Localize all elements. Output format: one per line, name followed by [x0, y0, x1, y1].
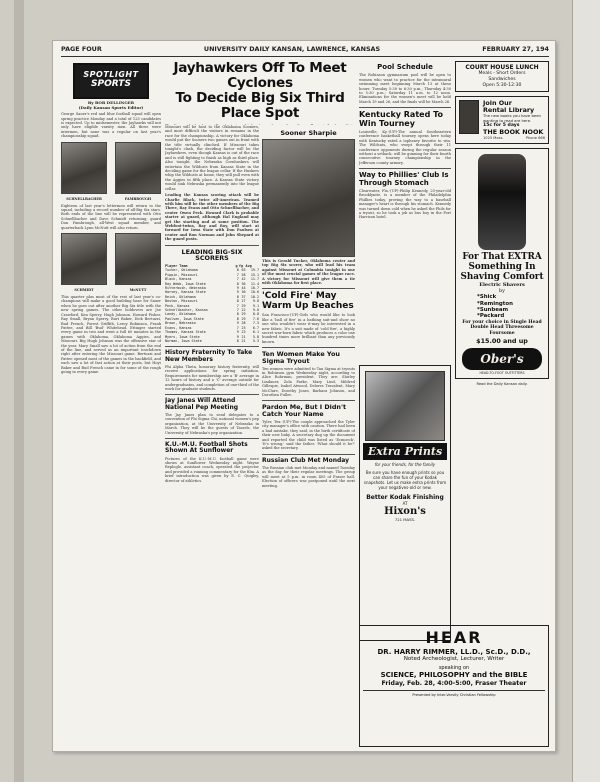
kentucky-title: Kentucky Rated To Win Tourney	[359, 110, 443, 128]
scorer-stat: 9	[236, 321, 239, 326]
divider	[165, 245, 259, 246]
lecture-ad	[359, 625, 549, 747]
electric-shaver-icon	[478, 154, 526, 250]
lunch-ad-line: Meals - Short Orders	[478, 71, 526, 76]
brand-item: *Remington	[477, 300, 513, 307]
player-photo	[61, 233, 107, 285]
scorer-stat: 10.2	[250, 294, 259, 299]
scorer-stat: 27	[241, 299, 246, 304]
divider	[359, 107, 451, 108]
obers-logo: Ober's	[462, 348, 542, 370]
brand-item: *Packard	[477, 313, 505, 320]
main-story-body-b: Leading the Kansas scoring attack will be Charlie Black, twice all-American. Teamed with him will be the other members of the Big Three, Ray Evans and Otto Schnellbacher, and center Owen Peck. Howard Clark is probable starter at guard, although Hal England may get the starting nod at some position. The Webfoot-twins, Ray and Roy, will start at forward for Iowa State with Don Paulsen at center and Ron Norman and John Shepard at the guard posts.	[165, 193, 259, 242]
scorers-title: LEADING BIG-SIX SCORERS	[181, 247, 243, 263]
scorer-stat: 44	[241, 286, 246, 291]
lecture-ad-speaking: speaking on	[438, 665, 470, 672]
short-title: K.U.-M.U. Football Shots Shown At Sunflower	[165, 440, 248, 455]
scorer-stat: 58	[241, 272, 246, 277]
photo-row-top	[61, 142, 161, 194]
scorer-stat: 7.6	[252, 316, 259, 321]
lunch-ad-name: COURT HOUSE LUNCH	[465, 64, 539, 71]
scorer-stat: 9.0	[252, 308, 259, 313]
scorer-stat: 8.8	[252, 312, 259, 317]
brand-item: *Shick	[477, 294, 497, 301]
cold-fire-text: San Francisco-(UP)-Girls who would like to look like a 'ball of fire' in a bathing suit-and show no one who wouldn't wear it-may be interested in a new fabric. It's a suit made of 'cold fire', a highly secret war-born fabric which produces a color one hundred times more brilliant than any previously known.	[262, 313, 355, 344]
scorer-stat: 9.8	[252, 299, 259, 304]
photo-caption: SCHMIDT	[74, 288, 94, 293]
pardon-title: Pardon Me, But I Didn't Catch Your Name	[262, 403, 346, 419]
lecture-ad-title: HEAR	[425, 628, 483, 647]
sharpie-caption: This is Gerald Tucker, Oklahoma center and top Big Six scorer, who will lead his team against Missouri at Columbia tonight in one of the most crucial games of the league race. A victory for Missouri will give them a tie with Oklahoma for first place.	[262, 259, 355, 286]
read-kansan-line: Read the Daily Kansan daily.	[476, 381, 528, 386]
pardon-text: Tyler, Tex.-(UP)-The couple approached the Tyler city manager's office with caution. There had been a bad mistake, they said, in the birth certificate of their new baby. A secretary dug up the document and reported the child was listed as 'Ecmoeck'. 'It's wrong,' said the father. 'What should it be?' asked the secretary.	[262, 419, 355, 451]
issue-date: FEBRUARY 27, 194	[482, 45, 549, 53]
scorer-stat: 10.6	[250, 290, 259, 295]
short-text: Pictures of the K.U.-M.U. football game were shown at Sunflower Wednesday night. Wayne Replogle, assistant coach, operated the projector and provided a running commentary for the film. A brief introduction was given by E. C. Quigley, director of athletics.	[165, 456, 259, 483]
divider	[165, 394, 259, 395]
phillies-title: Way to Phillies' Club Is Through Stomach	[359, 171, 449, 187]
scorer-stat: 9	[236, 286, 239, 291]
kodak-ad-body: Be sure you have enough prints so you can share the fun of your Kodak snapshots. Let us make extra prints from your negatives-old or new.	[363, 470, 447, 490]
scorer-stat: 21	[241, 334, 246, 339]
right-cover-edge	[572, 0, 600, 782]
ads-column	[455, 61, 549, 621]
scorer-stat: 36	[241, 281, 246, 286]
scorer-stat: 8	[236, 299, 239, 304]
scorer-stat: 29	[241, 312, 246, 317]
scorer-stat: 19.7	[250, 268, 259, 273]
spotlight-tail: This quarter plus most of the rest of last year's co-champions will make a good building base for Sauer when he goes out after another Big Six title with the new spring games. The other holdovers are Joe Crawford, Ken Sperry, Hugh Johnson, Howard Fisher, Ray Small, Bryan Sperry, Burt Baker, Dick Bertuzzi, Bud French, Forest Griffith, Leroy Robinson, Frank Pattee, and Bill 'Bud' Whitehead. Ettinger started every game in two and went a full 60 minutes in the games with Oklahoma, Oklahoma Aggies, and Missouri. Big Hugh Johnson was the offensive star of the year. Mary Small saw a lot of action from the end of the line, and served as an important touchdown right after entering the Missouri game. Bertuzzi and Pattee opened most of the games in the backfield, and each saw a lot of fast action at their posts, but Hoyt Baker and Bud French came in for some of the rough going in every game.	[61, 295, 161, 374]
scorer-name: Boston, Missouri	[165, 299, 198, 304]
scorer-name: Reich, Oklahoma	[165, 294, 196, 299]
rental-ad-line: Join Our	[483, 99, 512, 107]
divider	[262, 347, 355, 348]
byline-sub: (Daily Kansan Sports Editor)	[78, 104, 144, 110]
photo-caption: SCHNELLBACHER	[66, 196, 102, 201]
short-title: History Fraternity To Take New Members	[165, 349, 253, 363]
rental-ad-address: 1025 Mass.	[483, 136, 504, 141]
main-story-header	[165, 61, 355, 125]
scorer-name: Pippin, Missouri	[165, 272, 198, 277]
scorer-stat: 7.3	[252, 321, 259, 326]
spotlight-byline	[61, 101, 161, 110]
obers-tagline: HEAD-TO-FOOT OUTFITTERS	[479, 370, 525, 375]
shaver-ad-by: by	[498, 288, 506, 295]
snapshot-photos	[365, 371, 445, 441]
scorer-stat: 8	[236, 281, 239, 286]
main-headline-line2: To Decide Big Six Third Place Spot	[175, 90, 345, 121]
scorer-stat: 15.1	[250, 272, 259, 277]
spotlight-mid: Eighteen of last year's lettermen will return to the squad, including a record number of all-Big Six stars. Both ends of the line will be represented with Otto Schnellbacher and Dave Schmidt returning; guard Don Fambrough, all-West squad member, and quarterback Lynn McNutt will also return.	[61, 203, 161, 230]
kodak-ad-title: Extra Prints	[363, 443, 447, 460]
scorer-stat: 8	[236, 268, 239, 273]
lecture-ad-when: Friday, Feb. 28, 4:00-5:00, Fraser Theater	[381, 679, 527, 687]
divider	[262, 288, 355, 289]
pool-text: The Robinson gymnasium pool will be open to women who want to practice for the intramural swimming meet beginning March 13 at these hours: Tuesday 5:30 to 6:30 p.m.; Thursday 4:30 to 5:30 p.m.; Saturday 11 a.m. to 12 noon. Eliminations for the women's meet will be held March 19 and 26, and the finals will be March 26.	[359, 73, 451, 104]
lecture-ad-speaker: DR. HARRY RIMMER, LL.D., Sc.D., D.D.,	[377, 648, 531, 656]
short-text: The Jay Janes plan to send delegates to a convention of Phi Sigma Chi, national women's pep organization, at the University of Nebraska in March. They will be the guests of Tassels, the University of Nebraska's pep organization.	[165, 412, 259, 435]
byline-name: By BOB DELLINGER	[87, 100, 135, 105]
photo-captions-top	[61, 197, 161, 201]
spotlight-logo-top: SPOTLIGHT	[83, 70, 139, 79]
lecture-ad-topic: SCIENCE, PHILOSOPHY and the BIBLE	[380, 671, 528, 680]
scorer-name: Evans, Kansas	[165, 325, 192, 330]
kodak-ad-better: Better Kodak Finishing	[366, 494, 444, 501]
sharpie-title: Sooner Sharpie	[280, 129, 337, 137]
scorer-stat: 29	[241, 303, 246, 308]
shaver-ad-headline: For That EXTRA Something In Shaving Comfort	[460, 252, 544, 283]
phillies-text: Clearwater, Fla.-(UP)-Philip Kennedy, 25-year-old Brooklynite, is a member of the Philadelphia Phillies today, proving the way to a baseball manager's heart is through his stomach. Kennedy was turned down cold when he asked the Phils for a tryout, so he took a job as bus boy in the Fort Harrison hotel.	[359, 188, 451, 220]
scorer-name: Brown, Nebraska	[165, 321, 196, 326]
scorer-name: Thomas, Kansas State	[165, 330, 206, 335]
player-photo	[115, 233, 161, 285]
divider	[359, 168, 451, 169]
rental-ad-line: Rental Library	[483, 106, 535, 114]
scorer-name: Paulsen, Iowa State	[165, 316, 204, 321]
scorer-stat: 36	[241, 290, 246, 295]
scorer-name: Ritterbush, Nebraska	[165, 286, 206, 291]
paper-name: UNIVERSITY DAILY KANSAN, LAWRENCE, KANSAS	[203, 45, 381, 53]
newspaper-page	[52, 40, 556, 752]
kodak-ad-store: Hixon's	[384, 506, 426, 517]
scorer-stat: 6.1	[252, 330, 259, 335]
spotlight-logo	[73, 63, 149, 99]
short-text: Phi Alpha Theta, honorary history fraternity, will receive applications for spring initiation. Requirements for membership are a 'B' average in 12 hours of history and a 'C' average outside for undergraduates, and completion of one-third of the work for graduate students.	[165, 364, 259, 391]
scorer-stat: 23	[241, 330, 246, 335]
ten-women-title: Ten Women Make You Sigma Tryout	[262, 350, 340, 365]
scorer-stat: 11.4	[250, 281, 259, 286]
scorer-name: Myers, Iowa State	[165, 334, 200, 339]
divider	[165, 346, 259, 347]
scorer-name: Black, Kansas	[165, 277, 192, 282]
scorer-stat: 7	[236, 308, 239, 313]
scorer-stat: 28	[241, 321, 246, 326]
page-number: PAGE FOUR	[61, 45, 102, 53]
scorer-stat: 8	[236, 338, 239, 343]
rental-ad-store: THE BOOK NOOK	[483, 128, 544, 137]
scorer-name: Tucker, Oklahoma	[165, 268, 198, 273]
divider	[165, 438, 259, 439]
ten-women-text: Ten women were admitted to Tau Sigma at tryouts in Robinson gym Wednesday night, according to Alice Rohrman, president. They are: Shirley Lindauer, Zola Parke, Mary Lind, Mildred Gillespie, Isabel Atwood, Delores Travalent, Mary McClure, Dorothy Jones, Barbara Johnson, and Dorothea Fuller.	[262, 366, 355, 398]
main-headline-line1: Jayhawkers Off To Meet Cyclones	[173, 61, 347, 91]
lunch-ad-hours: Open 5:30-12:30	[482, 83, 522, 88]
scorer-stat: 29	[241, 316, 246, 321]
scorer-name: Ray Webb, Iowa State	[165, 281, 206, 286]
cold-fire-title: 'Cold Fire' May Warm Up Beaches	[262, 291, 354, 311]
spotlight-logo-bottom: SPORTS	[91, 79, 131, 89]
kodak-ad-sub: for your friends, for the family	[374, 462, 436, 467]
sharpie-photo	[262, 139, 355, 257]
masthead	[61, 45, 549, 57]
scorers-header: Avg	[245, 264, 252, 268]
spotlight-intro: George Sauer's red and blue football squad will open spring practice Monday and a total of 125 candidates is expected. Up to midsemester, the Jayhawks will not only have eligible varsity men. All three were intermen, but none was a regular on last year's championship squad.	[61, 112, 161, 139]
brand-item: *Sunbeam	[477, 307, 509, 313]
scorer-stat: 9	[236, 290, 239, 295]
shaver-ad	[455, 148, 549, 378]
scorers-body	[165, 268, 259, 343]
kodak-ad-address: 721 MASS.	[394, 517, 416, 522]
scorer-stat: 8	[236, 316, 239, 321]
kentucky-text: Louisville, Ky.-(UP)-The annual Southeastern conference basketball tourney opens here today with Kentucky rated a topheavy favorite to win. The Wildcats, who swept through their 11 conference opponents during the regular season without a setback, will be gunning for their fourth consecutive tourney championship in the Jefferson county armory.	[359, 129, 451, 165]
main-story-body-a: Missouri will be host to the Oklahoma Sooners, and most difficult the visitors in remains in the race for the championship. A victory for Oklahoma would put the Sooners two games out in front with the title virtually clinched. If Missouri takes tonight's clash, the deciding factor will be the Jayhawkers, even though Kansas is out of the race and is still fighting to finish as high as third place. Also tonight, the Nebraska Cornhuskers will entertain the Wildcats from Kansas State in the deciding game for the league cellar. If the Huskers whip the Wildcats at home, they will pull even with the Aggies in fifth place. A Kansas State victory would sink Nebraska permanently into the league cellar.	[165, 125, 259, 191]
photo-captions-bottom	[61, 288, 161, 292]
scorers-header: fg	[238, 264, 243, 268]
scorer-stat: 10.7	[250, 286, 259, 291]
shaver-ad-price: $15.00 and up	[476, 336, 528, 345]
scorer-stat: 23	[241, 325, 246, 330]
divider	[262, 400, 355, 401]
brand-list	[459, 294, 545, 320]
binder-strip	[14, 0, 24, 782]
scorer-name: Harvey, Kansas State	[165, 290, 206, 295]
spotlight-column	[61, 61, 161, 747]
short-title: Jay Janes Will Attend National Pep Meeting	[165, 397, 239, 411]
scorer-stat: 6.7	[252, 325, 259, 330]
scorer-stat: 21	[241, 338, 246, 343]
kodak-ad-at: AT	[402, 501, 408, 506]
rental-ad-body: The new books you have been wanting to read are here.	[483, 113, 541, 123]
player-photo	[115, 142, 161, 194]
scorer-stat: 7	[236, 272, 239, 277]
photo-caption: McNUTT	[129, 288, 147, 293]
scorer-name: Landy, Oklahoma	[165, 312, 196, 317]
scorer-stat: 8	[236, 294, 239, 299]
scorer-stat: 63	[241, 268, 246, 273]
scorer-stat: 8	[236, 312, 239, 317]
lecture-ad-sponsor: Presented by Inter-Varsity Christian Fellowship	[363, 690, 545, 697]
shaver-ad-choice: For your choice in Single Head Double Head Threesome Foursome	[462, 319, 542, 336]
scorer-stat: 22	[241, 308, 246, 313]
divider	[262, 454, 355, 455]
scorers-header: g	[235, 264, 238, 268]
scorer-stat: 5.3	[252, 338, 259, 343]
scorer-name: Norman, Iowa State	[165, 338, 202, 343]
book-icon	[459, 100, 479, 134]
scorer-stat: 9.1	[252, 303, 259, 308]
rental-ad-phone: Phone 666	[525, 136, 545, 141]
scorers-table	[165, 264, 259, 343]
scorer-row	[165, 339, 259, 343]
shaver-ad-sub: Electric Shavers	[479, 282, 525, 289]
russian-text: The Russian club met Monday and named Tuesday as the day for their regular meetings. The group will meet at 5 p.m. in room 405 of Fraser hall. Election of officers was postponed until the next meeting.	[262, 466, 355, 488]
scorer-stat: 7	[236, 325, 239, 330]
scorer-stat: 37	[241, 294, 246, 299]
scorer-stat: 9	[236, 334, 239, 339]
scorer-stat: 7	[236, 303, 239, 308]
lunch-ad	[455, 61, 549, 92]
scorer-stat: 11.7	[250, 277, 259, 282]
kodak-ad	[359, 365, 451, 641]
russian-title: Russian Club Met Monday	[262, 456, 350, 464]
player-photo	[61, 142, 107, 194]
scorer-stat: 9	[236, 330, 239, 335]
lecture-ad-role: Noted Archeologist, Lecturer, Writer	[403, 656, 505, 663]
main-story-column-b	[262, 125, 355, 747]
scorer-name: Peck, Kansas	[165, 303, 190, 308]
photo-row-bottom	[61, 233, 161, 285]
scorer-stat: 5.8	[252, 334, 259, 339]
photo-caption: FAMBROUGH	[124, 196, 152, 201]
scorer-stat: 42	[241, 277, 246, 282]
rental-ad-contact	[483, 136, 545, 140]
pool-title: Pool Schedule	[377, 63, 433, 71]
news-column-3	[359, 61, 451, 361]
scorer-name: Schnellbacher, Kansas	[165, 308, 208, 313]
rental-ad-price: 15c for 5 days	[483, 123, 520, 129]
lunch-ad-line: Sandwiches	[488, 77, 516, 82]
scorer-stat: 7	[236, 277, 239, 282]
rental-library-ad	[455, 96, 549, 144]
main-story-column-a	[165, 125, 259, 747]
scorers-header: Player Team	[165, 264, 188, 268]
